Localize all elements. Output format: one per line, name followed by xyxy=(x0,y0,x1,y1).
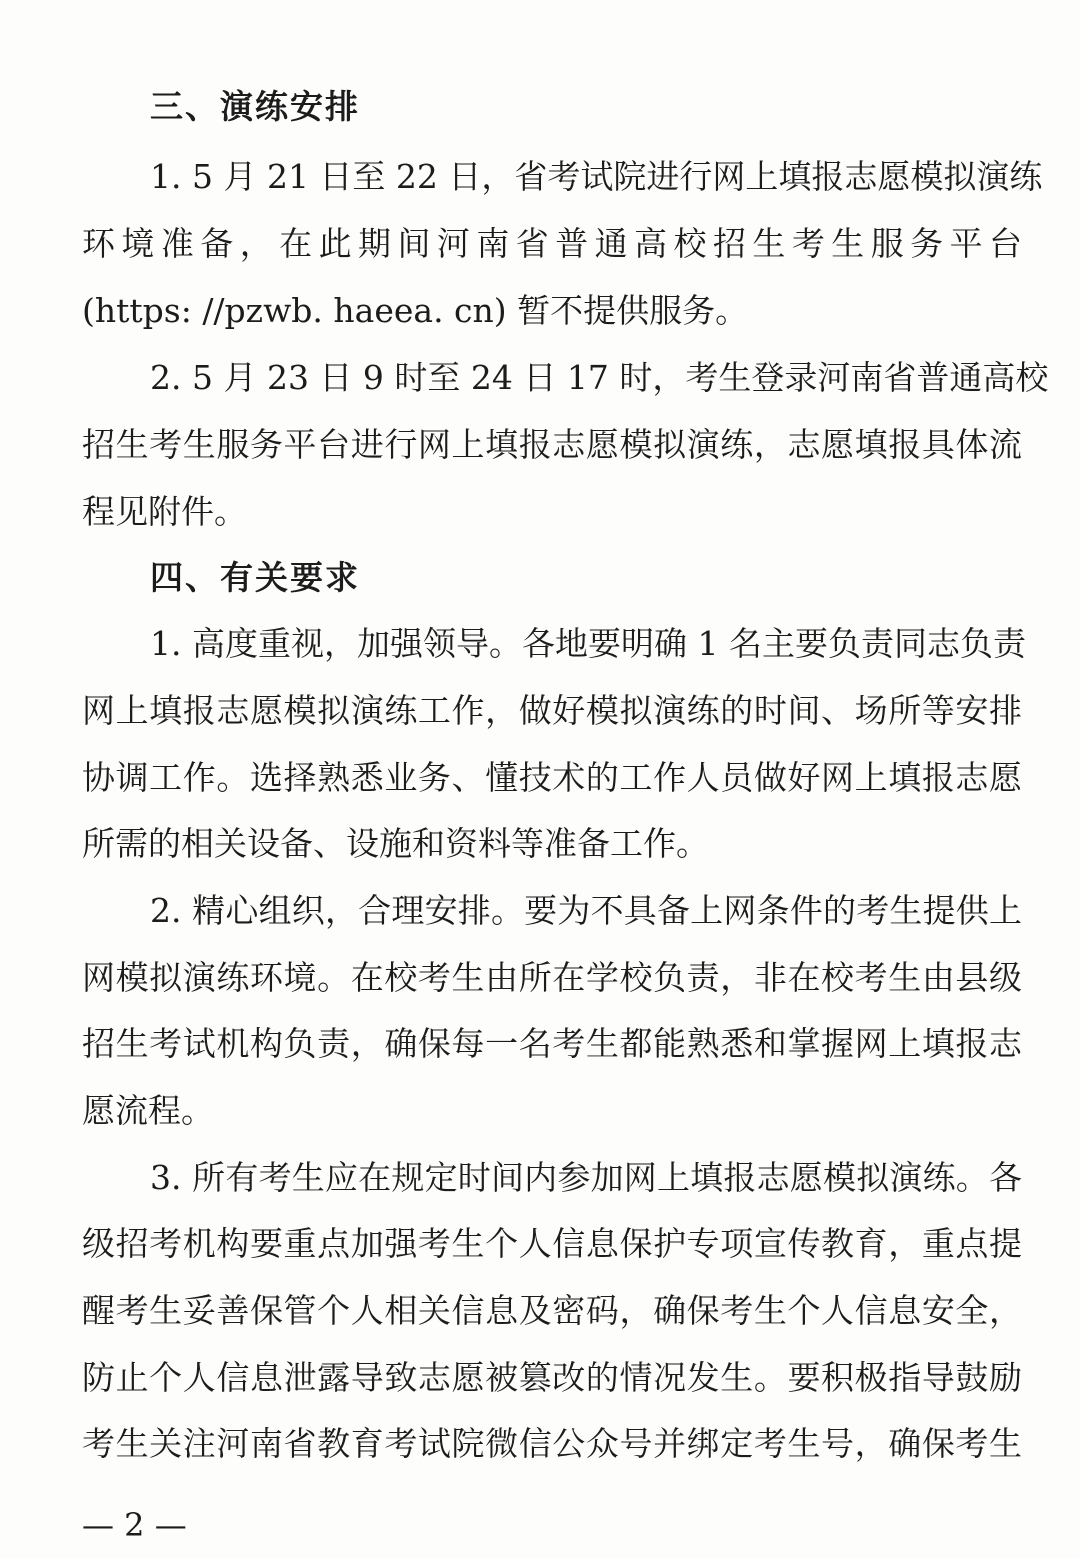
paragraph-line: 2. 5 月 23 日 9 时至 24 日 17 时，考生登录河南省普通高校 xyxy=(150,358,1049,397)
paragraph-line: 程见附件。 xyxy=(82,492,247,531)
paragraph-line: (https: //pzwb. haeea. cn) 暂不提供服务。 xyxy=(82,291,749,330)
paragraph-line: 级招考机构要重点加强考生个人信息保护专项宣传教育，重点提 xyxy=(82,1224,1022,1263)
paragraph-line: 1. 5 月 21 日至 22 日，省考试院进行网上填报志愿模拟演练 xyxy=(150,157,1043,196)
paragraph-line: 2. 精心组织，合理安排。要为不具备上网条件的考生提供上 xyxy=(150,891,1022,930)
paragraph-line: 醒考生妥善保管个人相关信息及密码，确保考生个人信息安全， xyxy=(82,1291,1022,1330)
paragraph-line: 所需的相关设备、设施和资料等准备工作。 xyxy=(82,824,709,863)
paragraph-line: 协调工作。选择熟悉业务、懂技术的工作人员做好网上填报志愿 xyxy=(82,758,1022,797)
paragraph-line: 3. 所有考生应在规定时间内参加网上填报志愿模拟演练。各 xyxy=(150,1158,1022,1197)
paragraph-line: 招生考试机构负责，确保每一名考生都能熟悉和掌握网上填报志 xyxy=(82,1024,1022,1063)
page-number: — 2 — xyxy=(82,1506,187,1544)
paragraph-line: 网模拟演练环境。在校考生由所在学校负责，非在校考生由县级 xyxy=(82,958,1022,997)
paragraph-line: 愿流程。 xyxy=(82,1091,214,1130)
paragraph-line: 考生关注河南省教育考试院微信公众号并绑定考生号，确保考生 xyxy=(82,1424,1022,1463)
paragraph-line: 1. 高度重视，加强领导。各地要明确 1 名主要负责同志负责 xyxy=(150,624,1026,663)
section-heading: 三、演练安排 xyxy=(150,87,360,126)
paragraph-line: 网上填报志愿模拟演练工作，做好模拟演练的时间、场所等安排 xyxy=(82,691,1022,730)
paragraph-line: 招生考生服务平台进行网上填报志愿模拟演练，志愿填报具体流 xyxy=(82,425,1022,464)
paragraph-line: 环境准备，在此期间河南省普通高校招生考生服务平台 xyxy=(82,224,1022,263)
paragraph-line: 防止个人信息泄露导致志愿被篡改的情况发生。要积极指导鼓励 xyxy=(82,1358,1022,1397)
section-heading: 四、有关要求 xyxy=(150,558,360,597)
